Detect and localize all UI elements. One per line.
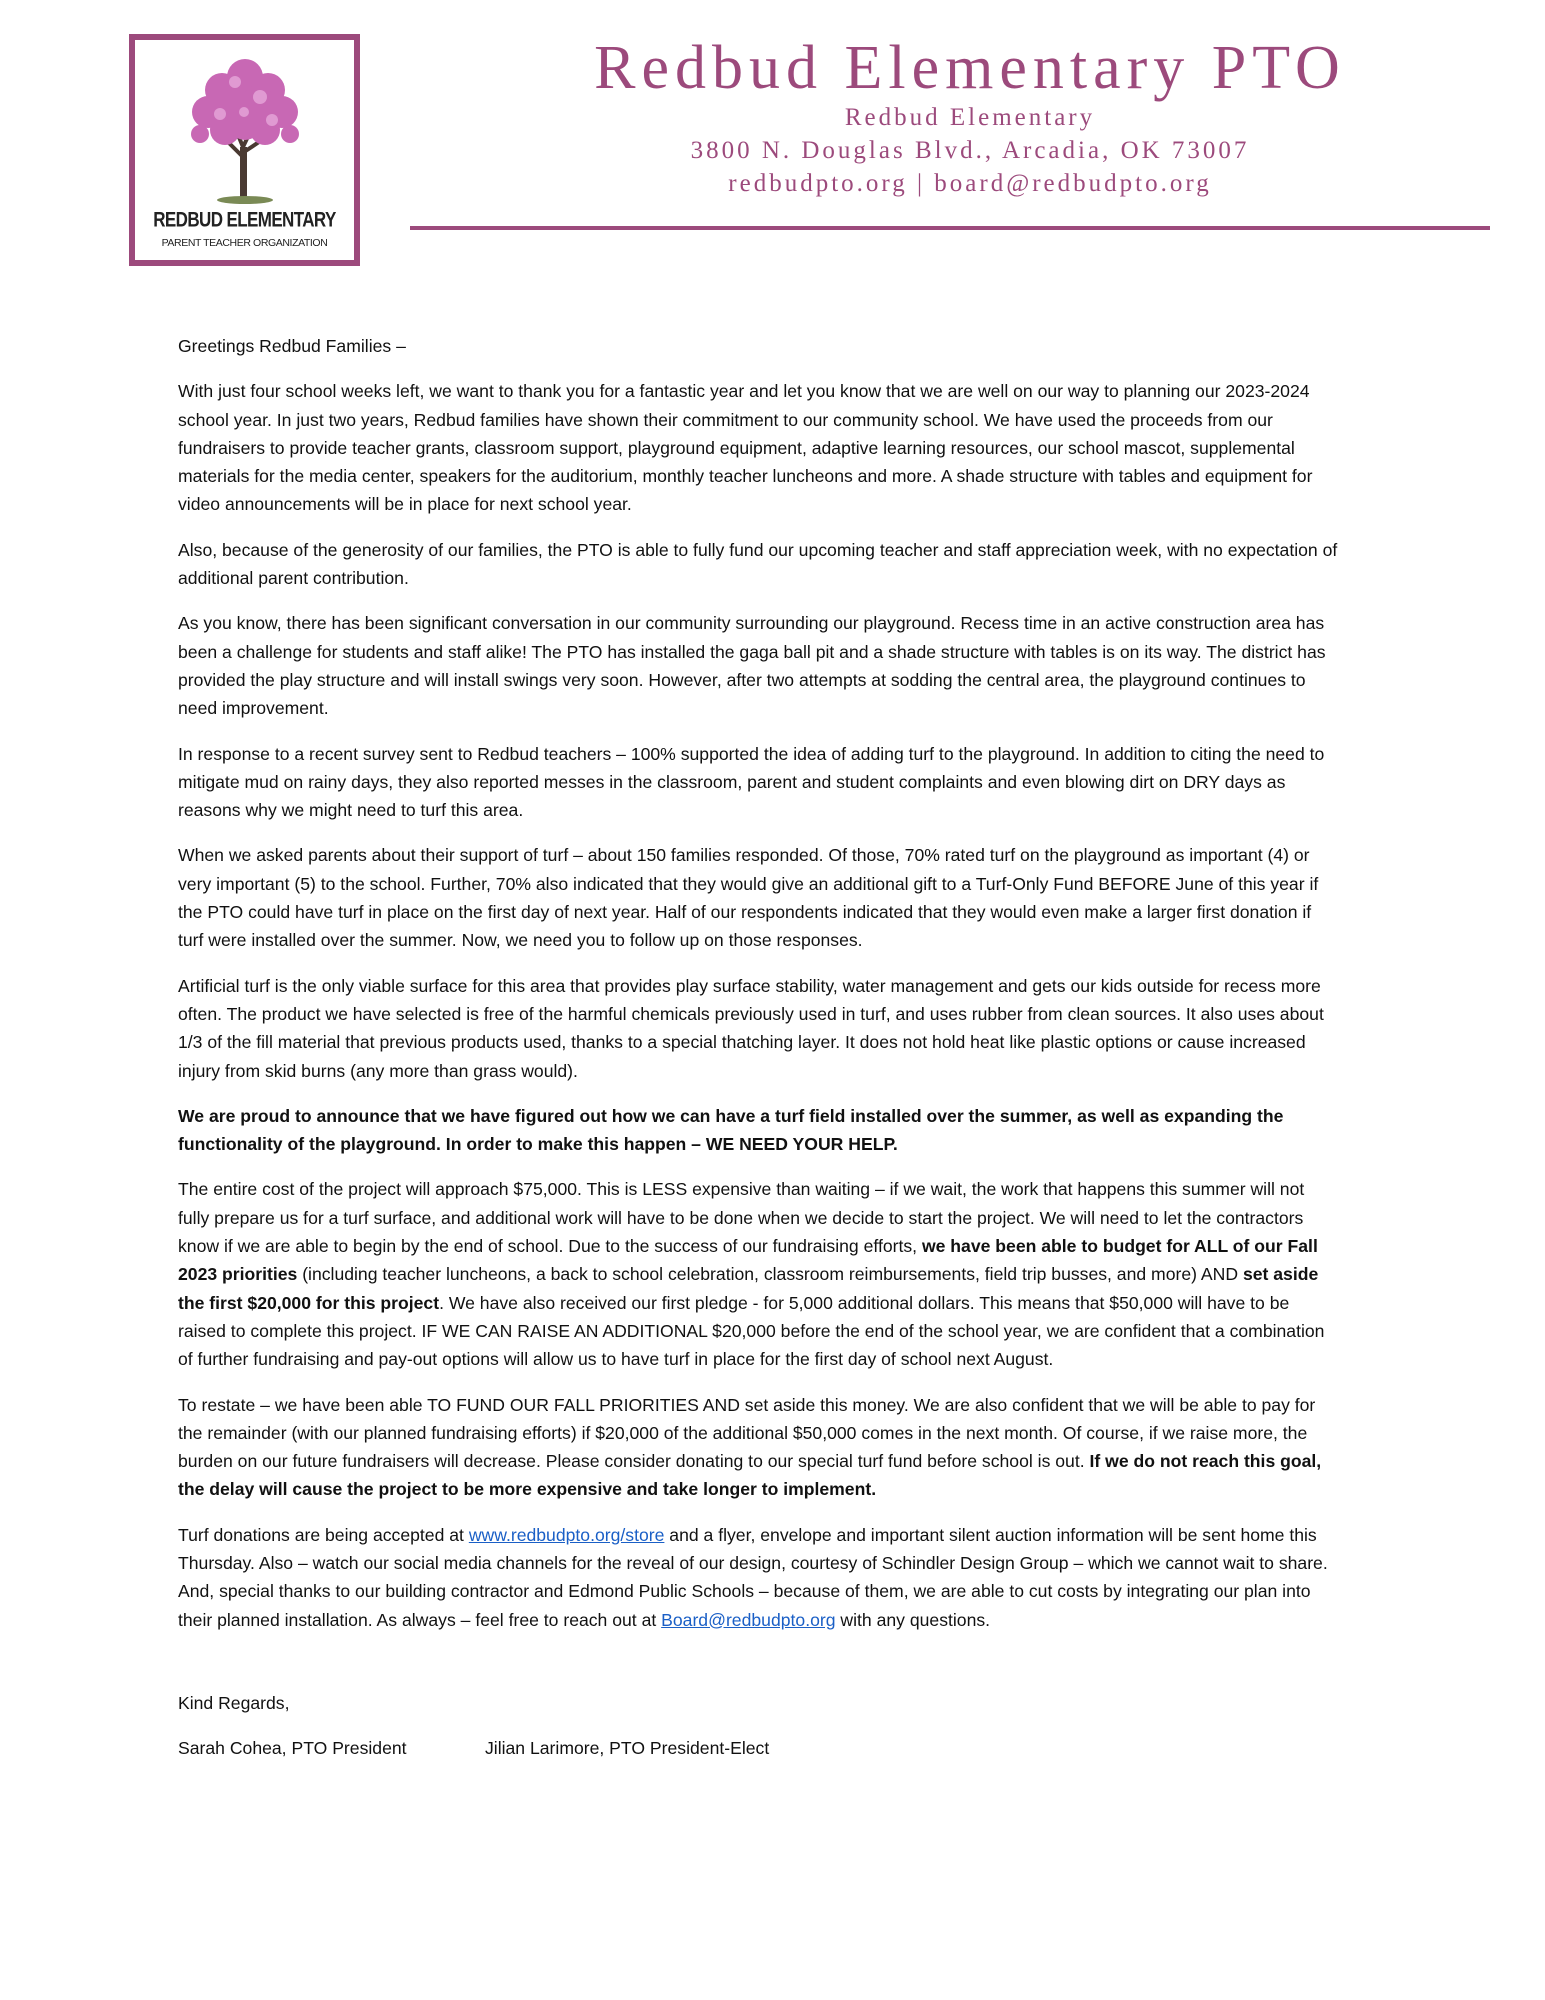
paragraph-playground: As you know, there has been significant conversation in our community surrounding our playground. Recess time in an active construction area has been a challenge for students and staff alike! The PTO has installed the gaga ball pit and a shade structure with tables is on its way. The district has provided the play structure and will install swings very soon. However, after two attempts at sodding the central area, the playground continues to need improvement.	[178, 613, 1326, 719]
school-name: Redbud Elementary	[844, 104, 1096, 131]
paragraph-donations: Turf donations are being accepted at www.redbudpto.org/store and a flyer, envelope and important silent auction information will be sent home this Thursday. Also – watch our social media channels for the reveal of our design, courtesy of Schindler Design Group – which we cannot wait to share. And, special thanks to our building contractor and Edmond Public Schools – because of them, we are able to cut costs by integrating our plan into their planned installation. As always – feel free to reach out at Board@redbudpto.org with any questions.	[178, 1524, 1328, 1630]
greeting: Greetings Redbud Families –	[178, 336, 406, 356]
paragraph-thanks: With just four school weeks left, we want to thank you for a fantastic year and let you know that we are well on our way to planning our 2023-2024 school year. In just two years, Redbud families have shown their commitment to our community school. We have used the proceeds from our fundraisers to provide teacher grants, classroom support, playground equipment, adaptive learning resources, our school mascot, supplemental materials for the media center, speakers for the auditorium, monthly teacher luncheons and more. A shade structure with tables and equipment for video announcements will be in place for next school year.	[178, 381, 1313, 515]
board-email-link[interactable]: Board@redbudpto.org	[661, 1609, 836, 1630]
paragraph-cost: The entire cost of the project will approach $75,000. This is LESS expensive than waiting – if we wait, the work that happens this summer will not fully prepare us for a turf surface, and additional work will have to be done when we decide to start the project. We will need to let the contractors know if we are able to begin by the end of school. Due to the success of our fundraising efforts, we have been able to budget for ALL of our Fall 2023 priorities (including teacher luncheons, a back to school celebration, classroom reimbursements, field trip busses, and more) AND set aside the first $20,000 for this project. We have also received our first pledge - for 5,000 additional dollars. This means that $50,000 will have to be raised to complete this project. IF WE CAN RAISE AN ADDITIONAL $20,000 before the end of the school year, we are confident that a combination of further fundraising and pay-out options will allow us to have turf in place for the first day of school next August.	[178, 1179, 1325, 1370]
paragraph-artificial-turf: Artificial turf is the only viable surface for this area that provides play surface stability, water management and gets our kids outside for recess more often. The product we have selected is free of the harmful chemicals previously used in turf, and uses rubber from clean sources. It also uses about 1/3 of the fill material that previous products used, thanks to a special thatching layer. It does not hold heat like plastic options or cause increased injury from skid burns (any more than grass would).	[178, 975, 1324, 1081]
signature-line	[178, 1734, 1338, 1762]
paragraph-announcement: We are proud to announce that we have figured out how we can have a turf field installed over the summer, as well as expanding the functionality of the playground. In order to make this happen – WE NEED YOUR HELP.	[178, 1105, 1284, 1155]
signer-president: Sarah Cohea, PTO President	[178, 1738, 407, 1759]
school-address: 3800 N. Douglas Blvd., Arcadia, OK 73007	[690, 137, 1250, 164]
paragraph-restate: To restate – we have been able TO FUND OUR FALL PRIORITIES AND set aside this money. We are also confident that we will be able to pay for the remainder (with our planned fundraising efforts) if $20,000 of the additional $50,000 comes in the next month. Of course, if we raise more, the burden on our future fundraisers will decrease. Please consider donating to our special turf fund before school is out. If we do not reach this goal, the delay will cause the project to be more expensive and take longer to implement.	[178, 1394, 1322, 1500]
logo-org-name: PARENT TEACHER ORGANIZATION	[161, 237, 328, 249]
pto-logo	[129, 34, 360, 266]
paragraph-appreciation: Also, because of the generosity of our families, the PTO is able to fully fund our upcoming teacher and staff appreciation week, with no expectation of additional parent contribution.	[178, 539, 1338, 589]
org-title: Redbud Elementary PTO	[594, 34, 1346, 102]
spacer	[178, 1651, 1338, 1689]
paragraph-teacher-survey: In response to a recent survey sent to Redbud teachers – 100% supported the idea of adding turf to the playground. In addition to citing the need to mitigate mud on rainy days, they also reported messes in the classroom, parent and student complaints and even blowing dirt on DRY days as reasons why we might need to turf this area.	[178, 743, 1325, 821]
store-link[interactable]: www.redbudpto.org/store	[468, 1524, 665, 1545]
header-divider	[410, 226, 1490, 230]
closing: Kind Regards,	[178, 1692, 290, 1713]
letter-body	[178, 332, 1338, 1762]
logo-school-name: REDBUD ELEMENTARY	[153, 207, 336, 232]
redbud-tree-icon	[180, 52, 310, 207]
contact-line: redbudpto.org | board@redbudpto.org	[728, 170, 1212, 197]
paragraph-parent-survey: When we asked parents about their support of turf – about 150 families responded. Of those, 70% rated turf on the playground as important (4) or very important (5) to the school. Further, 70% also indicated that they would give an additional gift to a Turf-Only Fund BEFORE June of this year if the PTO could have turf in place on the first day of next year. Half of our respondents indicated that they would even make a larger first donation if turf were installed over the summer. Now, we need you to follow up on those responses.	[178, 845, 1319, 951]
signer-president-elect: Jilian Larimore, PTO President-Elect	[485, 1738, 770, 1759]
